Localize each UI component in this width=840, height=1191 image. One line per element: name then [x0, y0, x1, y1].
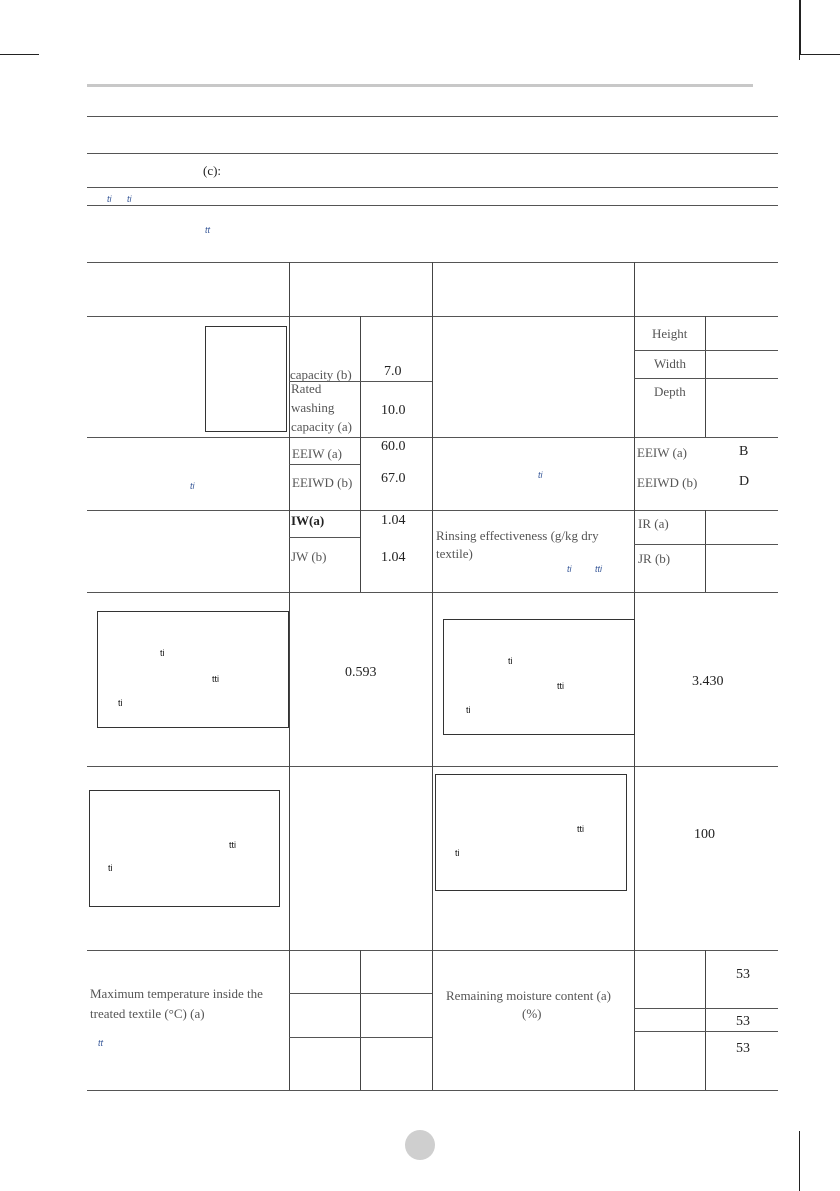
ir-label: IR (a) [638, 516, 669, 531]
table-col-border [360, 510, 361, 592]
ligature-mark: ti [160, 648, 165, 658]
image-placeholder [205, 326, 287, 432]
jw-value: 1.04 [381, 550, 406, 565]
dimension-depth-label: Depth [654, 384, 686, 399]
c-note: (c): [203, 163, 222, 178]
ligature-mark: tti [229, 840, 237, 850]
ligature-mark: ti [538, 470, 543, 480]
note-box [443, 619, 635, 735]
eeiwd-label: EEIWD (b) [292, 475, 353, 490]
cell-border [289, 1037, 432, 1038]
table-col-border [705, 510, 706, 592]
divider [87, 116, 778, 117]
iw-value: 1.04 [381, 513, 406, 528]
remaining-moisture-label: Remaining moisture content (a) [446, 988, 611, 1003]
cell-border [289, 464, 360, 465]
ligature-mark: ti [190, 481, 195, 491]
ligature-mark: ti [108, 863, 113, 873]
cell-border [634, 378, 778, 379]
table-row-border [87, 1090, 778, 1091]
table-col-border [360, 950, 361, 1090]
ligature-mark: tti [577, 824, 585, 834]
class-wd-value: D [739, 474, 750, 489]
ligature-mark: tt [98, 1038, 104, 1048]
table-col-border [705, 316, 706, 437]
table-col-border [360, 437, 361, 510]
ligature-mark: ti [567, 564, 572, 574]
rated-capacity-b-label: capacity (b) [290, 367, 352, 382]
energy-value-left: 0.593 [345, 665, 377, 680]
table-col-border [432, 262, 433, 1090]
ligature-mark: tt [205, 225, 211, 235]
cell-border [634, 350, 778, 351]
cell-border [634, 1031, 778, 1032]
max-temp-label: treated textile (°C) (a) [90, 1006, 205, 1021]
ligature-mark: tti [557, 681, 565, 691]
note-box [97, 611, 289, 728]
table-col-border [289, 262, 290, 1090]
class-wd-label: EEIWD (b) [637, 475, 698, 490]
ligature-mark: ti [508, 656, 513, 666]
table-col-border [360, 316, 361, 437]
rated-capacity-b-value: 7.0 [384, 364, 402, 379]
water-value-right: 100 [694, 827, 715, 842]
ligature-mark: ti [118, 698, 123, 708]
note-box [435, 774, 627, 891]
eeiw-label: EEIW (a) [292, 446, 342, 461]
class-w-label: EEIW (a) [637, 445, 687, 460]
divider [87, 205, 778, 206]
cell-border [634, 544, 778, 545]
ligature-mark: tti [595, 564, 603, 574]
ligature-mark: ti [455, 848, 460, 858]
remaining-moisture-value: 53 [736, 1041, 750, 1056]
energy-value-right: 3.430 [692, 674, 724, 689]
header-rule [87, 84, 753, 87]
rated-washing-label: capacity (a) [291, 419, 352, 434]
ligature-mark: tti [212, 674, 220, 684]
ligature-mark: ti [107, 194, 112, 204]
jw-label: JW (b) [291, 549, 327, 564]
remaining-moisture-label: (%) [522, 1006, 542, 1021]
cell-border [634, 1008, 778, 1009]
eeiw-value: 60.0 [381, 439, 406, 454]
cell-border [289, 537, 360, 538]
rated-washing-label: washing [291, 400, 335, 415]
eeiwd-value: 67.0 [381, 471, 406, 486]
table-col-border [705, 950, 706, 1090]
divider [87, 187, 778, 188]
note-box [89, 790, 280, 907]
rinsing-label: Rinsing effectiveness (g/kg dry [436, 528, 599, 543]
remaining-moisture-value: 53 [736, 1014, 750, 1029]
remaining-moisture-value: 53 [736, 967, 750, 982]
ligature-mark: ti [466, 705, 471, 715]
dimension-height-label: Height [652, 326, 688, 341]
jr-label: JR (b) [638, 551, 671, 566]
max-temp-label: Maximum temperature inside the [90, 986, 263, 1001]
rinsing-label: textile) [436, 546, 473, 561]
dimension-width-label: Width [654, 356, 686, 371]
rated-washing-label: Rated [291, 381, 322, 396]
cell-border [289, 993, 432, 994]
class-w-value: B [739, 444, 749, 459]
page-number-badge [405, 1130, 435, 1160]
divider [87, 153, 778, 154]
iw-label: IW(a) [291, 513, 325, 528]
rated-washing-value: 10.0 [381, 403, 406, 418]
ligature-mark: ti [127, 194, 132, 204]
